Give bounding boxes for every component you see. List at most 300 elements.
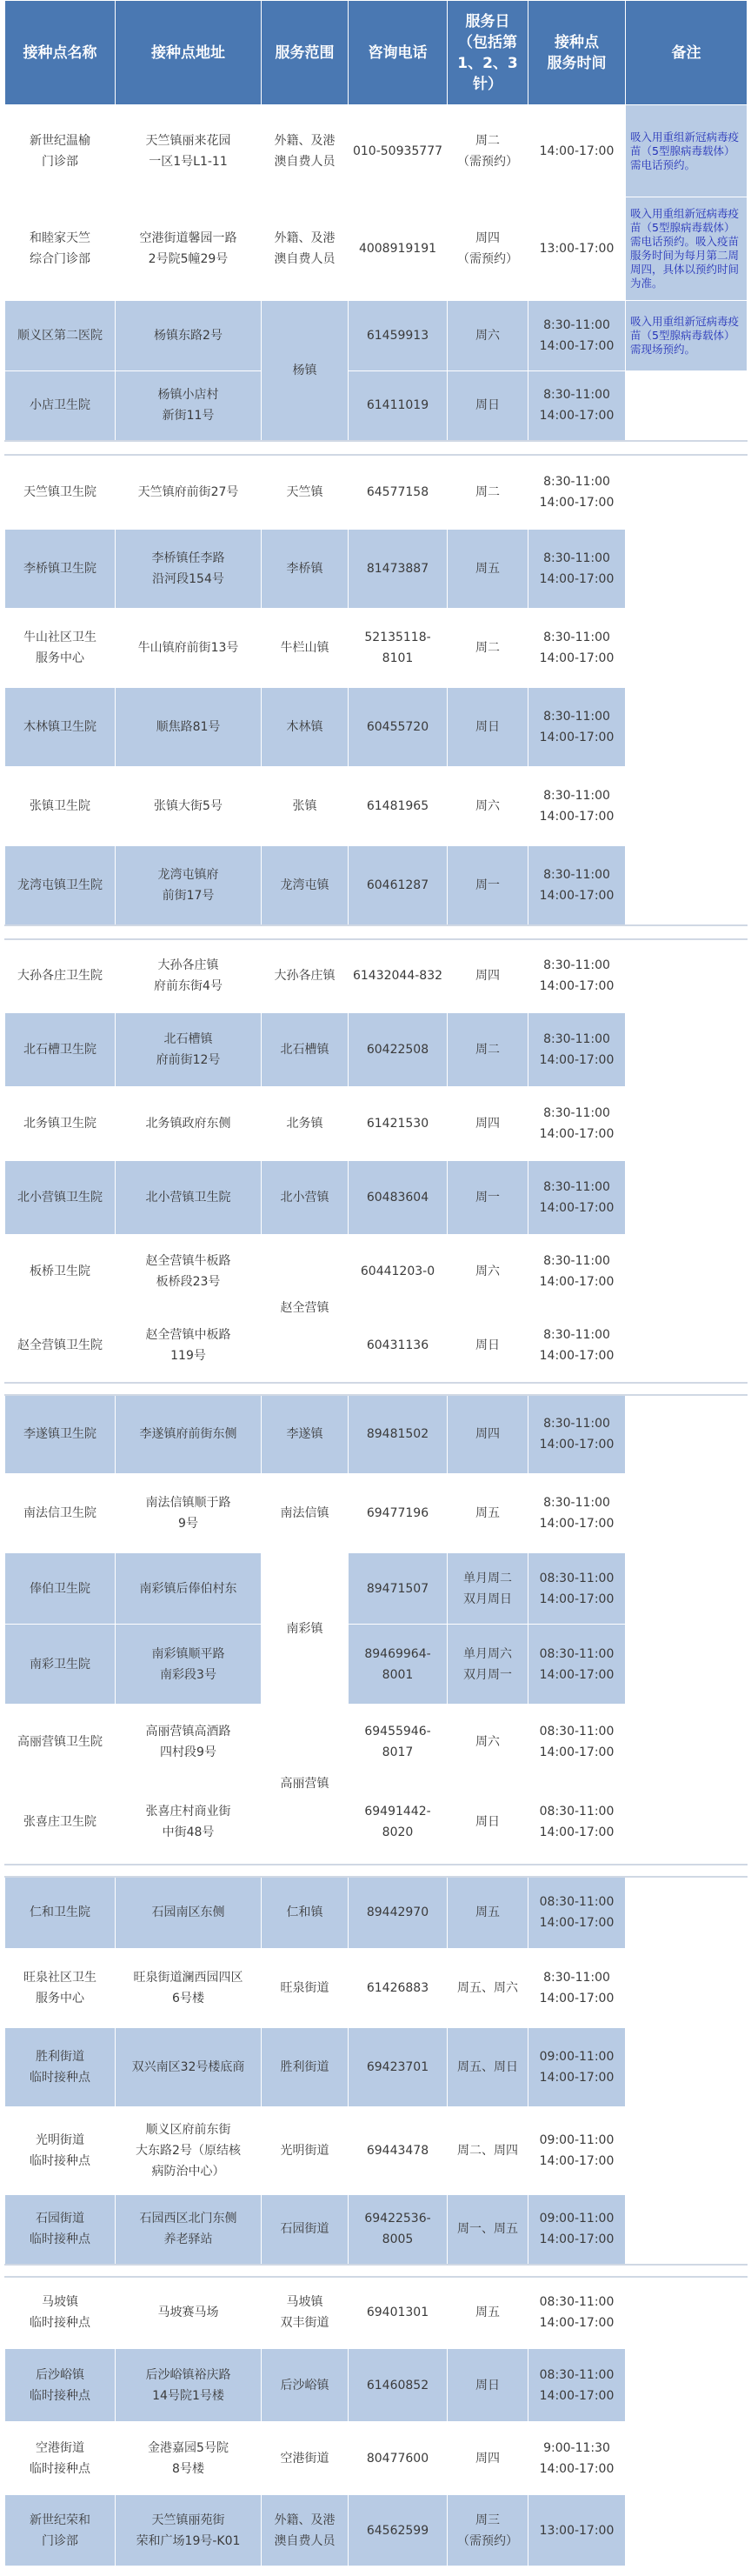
site-address <box>116 1780 262 1865</box>
group-separator-cell <box>5 1383 748 1395</box>
note-cell <box>626 1705 748 1780</box>
site-address-line: 杨镇小店村 <box>157 388 219 403</box>
site-address-line: 南彩镇顺平路 <box>151 1646 225 1661</box>
service-days-line: 周四 <box>475 231 500 245</box>
site-name-line: 临时接种点 <box>30 2461 90 2476</box>
site-address <box>116 609 262 688</box>
service-time-line: 9:00-11:30 <box>543 2440 610 2455</box>
site-address-line: 北务镇政府东侧 <box>145 1117 231 1131</box>
site-address <box>116 1235 262 1309</box>
service-time-line: 14:00-17:00 <box>539 1592 615 1606</box>
site-address-line: 沿河段154号 <box>152 572 224 586</box>
service-days <box>448 371 528 441</box>
service-time-line: 8:30-11:00 <box>543 1496 610 1510</box>
site-address-line: 荣和广场19号-K01 <box>136 2533 241 2548</box>
site-address <box>116 1625 262 1705</box>
note-cell <box>626 2028 748 2107</box>
table-row <box>5 455 748 530</box>
service-days-line: 周日 <box>475 1338 500 1352</box>
site-address-line: 北石槽镇 <box>163 1032 213 1046</box>
table-row <box>5 2349 748 2422</box>
service-time <box>528 2028 626 2107</box>
site-name <box>5 1553 116 1625</box>
header-note: 备注 <box>626 1 748 105</box>
service-scope-line: 北石槽镇 <box>280 1043 329 1057</box>
site-name <box>5 939 116 1013</box>
service-time-line: 8:30-11:00 <box>543 1180 610 1194</box>
service-scope <box>262 688 349 767</box>
phone-number: 69477196 <box>349 1474 448 1553</box>
service-time-line: 14:00-17:00 <box>539 1992 615 2005</box>
service-scope-line: 双丰街道 <box>280 2316 329 2331</box>
table-row <box>5 371 748 441</box>
service-time <box>528 2422 626 2495</box>
phone-number: 89471507 <box>349 1553 448 1625</box>
group-separator <box>5 441 748 455</box>
site-name <box>5 2277 116 2349</box>
service-scope-line: 北务镇 <box>286 1117 323 1131</box>
service-scope <box>262 455 349 530</box>
site-address-line: 中街48号 <box>162 1825 215 1839</box>
site-name-line: 板桥卫生院 <box>30 1265 90 1278</box>
service-days-line: 周二 <box>475 133 500 148</box>
phone-number: 60431136 <box>349 1309 448 1383</box>
site-name-line: 牛山社区卫生 <box>23 631 96 644</box>
service-time <box>528 1474 626 1553</box>
site-name-line: 张喜庄卫生院 <box>23 1814 96 1829</box>
site-address-line: 金港嘉园5号院 <box>148 2440 229 2455</box>
site-name <box>5 1161 116 1235</box>
service-time <box>528 2195 626 2265</box>
service-scope <box>262 1161 349 1235</box>
note-cell <box>626 1161 748 1235</box>
site-name <box>5 105 116 197</box>
service-days-line: 周日 <box>475 398 500 413</box>
header-days-line: 1、2、3针） <box>457 54 518 93</box>
site-name-line: 临时接种点 <box>30 2071 90 2085</box>
service-scope-line: 杨镇 <box>292 363 317 377</box>
vaccination-site-table <box>4 0 748 2566</box>
service-time-line: 13:00-17:00 <box>539 2523 615 2538</box>
group-separator <box>5 1383 748 1395</box>
site-address <box>116 846 262 925</box>
service-scope <box>262 1877 349 1949</box>
service-days-line: 周五 <box>475 2306 500 2320</box>
service-days <box>448 2195 528 2265</box>
header-service-days <box>448 1 528 105</box>
service-days <box>448 197 528 301</box>
site-name-line: 北务镇卫生院 <box>23 1117 96 1131</box>
site-address-line: 南法信镇顺于路 <box>145 1496 231 1510</box>
note-cell <box>626 2195 748 2265</box>
phone-number: 89481502 <box>349 1395 448 1474</box>
group-separator-cell <box>5 441 748 455</box>
phone-number: 69491442-8020 <box>349 1780 448 1865</box>
site-address <box>116 1877 262 1949</box>
service-time-line: 08:30-11:00 <box>539 1646 615 1661</box>
phone-number: 64577158 <box>349 455 448 530</box>
service-time-line: 08:30-11:00 <box>539 2367 615 2382</box>
service-days <box>448 1877 528 1949</box>
site-address-line: 大孙各庄镇 <box>157 958 219 973</box>
site-name <box>5 1625 116 1705</box>
service-days-line: 双月周一 <box>463 1667 512 1682</box>
phone-number: 60455720 <box>349 688 448 767</box>
service-days-line: 周五 <box>475 1506 500 1520</box>
site-address <box>116 1309 262 1383</box>
service-time <box>528 1395 626 1474</box>
site-address-line: 杨镇东路2号 <box>154 329 223 343</box>
phone-number: 81473887 <box>349 530 448 609</box>
header-service-time <box>528 1 626 105</box>
phone-number: 010-50935777 <box>349 105 448 197</box>
site-address <box>116 2277 262 2349</box>
site-name <box>5 846 116 925</box>
site-address-line: 天竺镇丽苑街 <box>151 2513 225 2527</box>
site-name <box>5 1309 116 1383</box>
service-days <box>448 2495 528 2566</box>
site-address-line: 顺焦路81号 <box>156 720 221 734</box>
service-days-line: 周六 <box>475 1265 500 1278</box>
site-address-line: 李遂镇府前街东侧 <box>139 1427 237 1442</box>
phone-number: 69423701 <box>349 2028 448 2107</box>
service-time-line: 14:00-17:00 <box>539 572 615 586</box>
group-separator-cell <box>5 2265 748 2277</box>
site-name-line: 临时接种点 <box>30 2232 90 2247</box>
service-time-line: 14:00-17:00 <box>539 1348 615 1363</box>
note-cell <box>626 1309 748 1383</box>
site-address-line: 14号院1号楼 <box>152 2388 224 2403</box>
note-cell <box>626 1780 748 1865</box>
service-days <box>448 1780 528 1865</box>
table-row <box>5 1625 748 1705</box>
service-scope <box>262 301 349 441</box>
site-name-line: 张镇卫生院 <box>30 799 90 813</box>
site-address <box>116 2195 262 2265</box>
service-days-line: 周四 <box>475 1117 500 1131</box>
service-time-line: 14:00-17:00 <box>539 339 615 353</box>
site-address-line: 马坡赛马场 <box>157 2306 219 2320</box>
phone-number: 61460852 <box>349 2349 448 2422</box>
service-scope-line: 大孙各庄镇 <box>274 969 336 984</box>
service-time-line: 09:00-11:00 <box>539 2212 615 2226</box>
note-cell <box>626 1877 748 1949</box>
note-cell <box>626 1553 748 1625</box>
service-days-line: （需预约） <box>457 2533 518 2548</box>
site-name-line: 门诊部 <box>42 2533 78 2548</box>
service-days <box>448 2349 528 2422</box>
site-name-line: 俸伯卫生院 <box>30 1581 90 1596</box>
service-scope-line: 后沙峪镇 <box>280 2378 329 2392</box>
service-days-line: 周日 <box>475 2378 500 2392</box>
note-cell: 吸入用重组新冠病毒疫苗（5型腺病毒载体）需电话预约。 <box>626 105 748 197</box>
service-days <box>448 1705 528 1780</box>
service-time-line: 8:30-11:00 <box>543 1417 610 1431</box>
service-days <box>448 1161 528 1235</box>
service-time-line: 14:00-17:00 <box>539 409 615 424</box>
service-scope <box>262 846 349 925</box>
table-row <box>5 2277 748 2349</box>
site-address <box>116 105 262 197</box>
service-scope-line: 光明街道 <box>280 2144 329 2158</box>
service-time-line: 14:00-17:00 <box>539 1127 615 1141</box>
site-name <box>5 2195 116 2265</box>
table-row <box>5 609 748 688</box>
service-time-line: 8:30-11:00 <box>543 867 610 882</box>
service-scope <box>262 1087 349 1161</box>
group-separator <box>5 925 748 939</box>
service-days <box>448 688 528 767</box>
note-cell: 吸入用重组新冠病毒疫苗（5型腺病毒载体）需现场预约。 <box>626 301 748 371</box>
site-name-line: 南彩卫生院 <box>30 1657 90 1672</box>
service-days <box>448 767 528 846</box>
service-time-line: 8:30-11:00 <box>543 1254 610 1268</box>
site-name <box>5 2495 116 2566</box>
service-days <box>448 530 528 609</box>
service-days-line: 双月周日 <box>463 1592 512 1606</box>
phone-number: 89469964-8001 <box>349 1625 448 1705</box>
service-days-line: 周五 <box>475 1905 500 1920</box>
note-cell <box>626 1013 748 1087</box>
service-time-line: 14:00-17:00 <box>539 1745 615 1759</box>
service-time <box>528 105 626 197</box>
service-time-line: 14:00-17:00 <box>539 1667 615 1682</box>
note-cell <box>626 688 748 767</box>
header-time-line: 服务时间 <box>547 54 607 72</box>
service-days-line: 周五、周日 <box>457 2060 518 2074</box>
service-scope <box>262 2422 349 2495</box>
service-scope <box>262 2028 349 2107</box>
header-phone: 咨询电话 <box>349 1 448 105</box>
service-days-line: 周二 <box>475 641 500 655</box>
service-time-line: 14:00-17:00 <box>539 1438 615 1452</box>
site-address <box>116 455 262 530</box>
site-name <box>5 1013 116 1087</box>
service-scope-line: 外籍、及港 <box>274 231 336 245</box>
service-days <box>448 301 528 371</box>
service-days-line: 周三 <box>475 2513 500 2527</box>
service-time <box>528 1013 626 1087</box>
service-days-line: 周六 <box>475 799 500 813</box>
service-time <box>528 1087 626 1161</box>
note-cell <box>626 455 748 530</box>
note-cell <box>626 1087 748 1161</box>
service-time-line: 14:00-17:00 <box>539 2388 615 2403</box>
service-scope <box>262 1013 349 1087</box>
service-scope <box>262 939 349 1013</box>
service-scope-line: 石园街道 <box>280 2222 329 2237</box>
table-row <box>5 1705 748 1780</box>
site-name <box>5 2107 116 2195</box>
phone-number: 4008919191 <box>349 197 448 301</box>
site-address-line: 赵全营镇牛板路 <box>145 1254 231 1268</box>
service-scope <box>262 1949 349 2028</box>
service-time-line: 14:00-17:00 <box>539 2154 615 2168</box>
site-address-line: 养老驿站 <box>163 2232 213 2247</box>
site-address <box>116 939 262 1013</box>
note-cell <box>626 530 748 609</box>
service-time-line: 8:30-11:00 <box>543 958 610 973</box>
site-address <box>116 2028 262 2107</box>
service-scope-line: 龙湾屯镇 <box>280 878 329 892</box>
table-row <box>5 1949 748 2028</box>
service-time-line: 14:00-17:00 <box>539 1517 615 1531</box>
service-time-line: 14:00-17:00 <box>539 2461 615 2476</box>
service-time <box>528 455 626 530</box>
site-name <box>5 530 116 609</box>
site-name <box>5 197 116 301</box>
service-scope-line: 外籍、及港 <box>274 2513 336 2527</box>
service-time-line: 8:30-11:00 <box>543 318 610 332</box>
service-days-line: 周二 <box>475 484 500 499</box>
service-scope <box>262 530 349 609</box>
table-row <box>5 2195 748 2265</box>
service-time-line: 09:00-11:00 <box>539 2133 615 2147</box>
service-days-line: 周四 <box>475 969 500 984</box>
note-cell <box>626 2277 748 2349</box>
service-time <box>528 688 626 767</box>
table-row <box>5 1780 748 1865</box>
group-separator <box>5 1865 748 1877</box>
site-name-line: 后沙峪镇 <box>36 2367 84 2382</box>
note-cell <box>626 2495 748 2566</box>
phone-number: 52135118-8101 <box>349 609 448 688</box>
service-scope <box>262 2495 349 2566</box>
site-name <box>5 2028 116 2107</box>
service-time-line: 14:00-17:00 <box>539 2316 615 2331</box>
site-address-line: 一区1号L1-11 <box>149 154 228 169</box>
phone-number: 61432044-832 <box>349 939 448 1013</box>
site-address-line: 8号楼 <box>172 2461 204 2476</box>
service-scope <box>262 1395 349 1474</box>
site-name <box>5 2422 116 2495</box>
site-address <box>116 1705 262 1780</box>
site-name-line: 综合门诊部 <box>30 252 90 266</box>
service-time <box>528 2495 626 2566</box>
service-scope <box>262 1705 349 1865</box>
service-time-line: 8:30-11:00 <box>543 1106 610 1120</box>
site-name-line: 木林镇卫生院 <box>23 720 96 734</box>
service-days-line: 周六 <box>475 329 500 343</box>
service-time-line: 08:30-11:00 <box>539 1725 615 1738</box>
site-address <box>116 1161 262 1235</box>
site-name-line: 临时接种点 <box>30 2316 90 2331</box>
service-days <box>448 609 528 688</box>
table-row <box>5 939 748 1013</box>
service-days <box>448 1235 528 1309</box>
service-days-line: 周五、周六 <box>457 1981 518 1995</box>
service-time <box>528 197 626 301</box>
site-address <box>116 1474 262 1553</box>
service-days <box>448 2107 528 2195</box>
service-days <box>448 1949 528 2028</box>
service-time-line: 14:00-17:00 <box>539 1201 615 1215</box>
service-days-line: 周日 <box>475 720 500 734</box>
service-days <box>448 2028 528 2107</box>
service-time-line: 14:00-17:00 <box>539 651 615 665</box>
site-address-line: 南彩镇后俸伯村东 <box>139 1581 237 1596</box>
service-time-line: 08:30-11:00 <box>539 1895 615 1910</box>
service-time <box>528 1780 626 1865</box>
site-address <box>116 1087 262 1161</box>
service-time-line: 14:00-17:00 <box>539 1275 615 1289</box>
note-cell <box>626 2422 748 2495</box>
site-address-line: 府前街12号 <box>156 1053 221 1067</box>
site-address-line: 天竺镇府前街27号 <box>137 484 239 499</box>
service-time-line: 8:30-11:00 <box>543 789 610 803</box>
table-row <box>5 2422 748 2495</box>
site-address <box>116 371 262 441</box>
site-name-line: 仁和卫生院 <box>30 1905 90 1920</box>
service-scope-line: 仁和镇 <box>286 1905 323 1920</box>
table-row <box>5 1877 748 1949</box>
service-time <box>528 939 626 1013</box>
site-address <box>116 301 262 371</box>
service-scope-line: 外籍、及港 <box>274 133 336 148</box>
site-address <box>116 767 262 846</box>
service-days <box>448 1309 528 1383</box>
site-address <box>116 2349 262 2422</box>
service-time <box>528 1705 626 1780</box>
site-name-line: 高丽营镇卫生院 <box>17 1735 103 1749</box>
service-time-line: 8:30-11:00 <box>543 710 610 724</box>
service-scope-line: 澳自费人员 <box>274 2533 336 2548</box>
header-service-scope: 服务范围 <box>262 1 349 105</box>
service-days-line: 周一 <box>475 878 500 892</box>
phone-number: 60422508 <box>349 1013 448 1087</box>
service-days-line: 周一、周五 <box>457 2222 518 2237</box>
site-name-line: 服务中心 <box>36 651 84 665</box>
site-name <box>5 1780 116 1865</box>
service-days <box>448 2422 528 2495</box>
site-address-line: 张镇大街5号 <box>154 799 223 813</box>
service-time <box>528 1877 626 1949</box>
service-scope-line: 天竺镇 <box>286 484 323 499</box>
service-days-line: 周二、周四 <box>457 2144 518 2158</box>
service-days-line: （需预约） <box>457 252 518 266</box>
phone-number: 69455946-8017 <box>349 1705 448 1780</box>
site-address <box>116 2107 262 2195</box>
phone-number: 61421530 <box>349 1087 448 1161</box>
service-days <box>448 2277 528 2349</box>
phone-number: 61411019 <box>349 371 448 441</box>
note-cell <box>626 609 748 688</box>
service-days-line: （需预约） <box>457 154 518 169</box>
phone-number: 60461287 <box>349 846 448 925</box>
service-time <box>528 767 626 846</box>
table-row <box>5 197 748 301</box>
note-cell <box>626 767 748 846</box>
header-days-line: （包括第 <box>458 33 517 51</box>
site-name-line: 临时接种点 <box>30 2388 90 2403</box>
phone-number: 69422536-8005 <box>349 2195 448 2265</box>
service-days <box>448 1553 528 1625</box>
site-name <box>5 1087 116 1161</box>
service-time <box>528 1235 626 1309</box>
site-address <box>116 1013 262 1087</box>
site-name-line: 天竺镇卫生院 <box>23 484 96 499</box>
service-time-line: 14:00-17:00 <box>539 1825 615 1839</box>
site-name-line: 旺泉社区卫生 <box>23 1971 96 1985</box>
site-name-line: 石园街道 <box>36 2212 84 2226</box>
service-time-line: 08:30-11:00 <box>539 2295 615 2310</box>
table-row <box>5 1474 748 1553</box>
service-scope-line: 李桥镇 <box>286 562 323 576</box>
service-time-line: 8:30-11:00 <box>543 1032 610 1046</box>
site-address-line: 2号院5幢29号 <box>148 252 229 266</box>
service-time <box>528 846 626 925</box>
service-scope-line: 北小营镇 <box>280 1191 329 1205</box>
